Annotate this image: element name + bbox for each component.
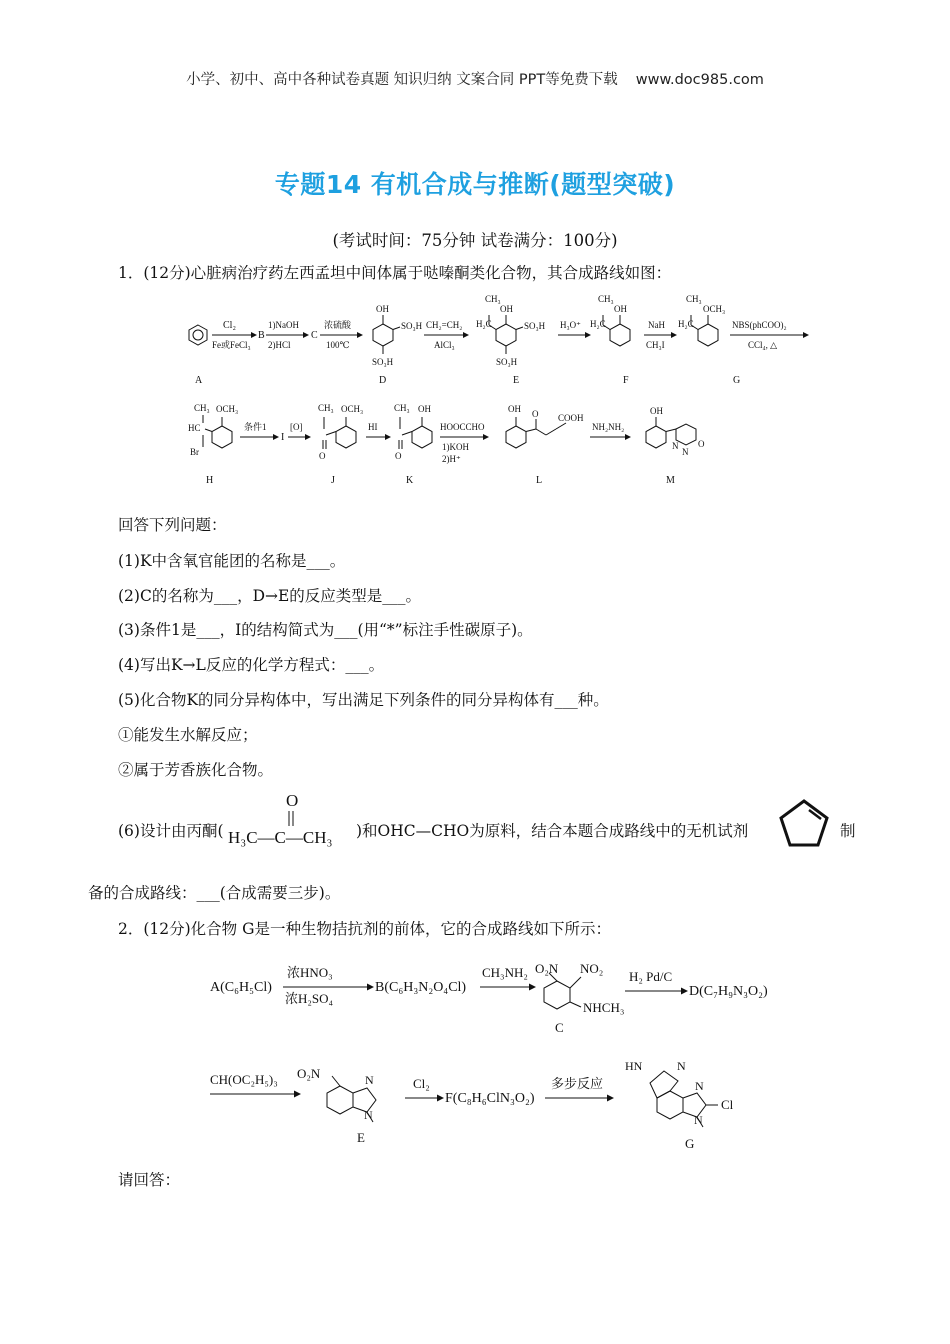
svg-text:OCH₃: OCH₃ — [341, 404, 364, 414]
q1-item-3: (3)条件1是___，I的结构简式为___(用“*”标注手性碳原子)。 — [118, 621, 533, 639]
svg-text:CH₃I: CH₃I — [646, 340, 665, 350]
svg-text:D(C₇H₉N₃O₂): D(C₇H₉N₃O₂) — [689, 984, 768, 999]
svg-text:条件1: 条件1 — [244, 422, 267, 432]
svg-text:M: M — [666, 475, 675, 486]
svg-text:多步反应: 多步反应 — [551, 1076, 604, 1091]
svg-text:HC: HC — [188, 423, 201, 433]
svg-text:E: E — [513, 375, 520, 386]
svg-text:OH: OH — [650, 406, 663, 416]
svg-text:OH: OH — [508, 404, 521, 414]
svg-text:2)H⁺: 2)H⁺ — [442, 454, 461, 464]
svg-text:CH₂=CH₂: CH₂=CH₂ — [426, 320, 463, 330]
svg-text:HN: HN — [625, 1059, 643, 1073]
svg-text:AlCl₃: AlCl₃ — [434, 340, 455, 350]
svg-text:N: N — [694, 1113, 703, 1127]
q1-item-6d: 备的合成路线：___(合成需要三步)。 — [88, 884, 341, 902]
svg-text:COOH: COOH — [558, 413, 584, 423]
svg-text:D: D — [379, 375, 387, 386]
svg-text:CH(OC₂H₅)₃: CH(OC₂H₅)₃ — [210, 1072, 278, 1087]
svg-text:CH₃: CH₃ — [318, 403, 334, 413]
compound-M — [646, 417, 696, 448]
svg-text:OCH₃: OCH₃ — [216, 404, 239, 414]
svg-text:H₂C: H₂C — [678, 319, 694, 329]
compound-D — [373, 315, 400, 354]
svg-text:OH: OH — [376, 304, 389, 314]
svg-text:OH: OH — [614, 304, 627, 314]
q1-scheme-row2 — [178, 397, 738, 489]
svg-text:O₂N: O₂N — [297, 1066, 321, 1081]
q1-item-6c: 制 — [840, 822, 856, 840]
q1-stem: 1．(12分)心脏病治疗药左西孟坦中间体属于哒嗪酮类化合物，其合成路线如图： — [118, 264, 672, 282]
q1-item-5: (5)化合物K的同分异构体中，写出满足下列条件的同分异构体有___种。 — [118, 691, 609, 709]
svg-text:N: N — [365, 1073, 374, 1087]
svg-text:NH₂NH₂: NH₂NH₂ — [592, 422, 625, 432]
svg-text:OH: OH — [418, 404, 431, 414]
svg-text:NO₂: NO₂ — [580, 961, 604, 976]
svg-text:O: O — [698, 439, 705, 449]
svg-text:[O]: [O] — [290, 422, 303, 432]
q1-item-4: (4)写出K→L反应的化学方程式：___。 — [118, 656, 385, 674]
svg-text:J: J — [331, 475, 335, 486]
svg-text:E: E — [357, 1130, 365, 1145]
svg-text:CH₃: CH₃ — [598, 294, 614, 304]
svg-text:H: H — [206, 475, 214, 486]
svg-text:浓硫酸: 浓硫酸 — [324, 320, 352, 330]
svg-text:G: G — [733, 375, 741, 386]
svg-text:H₃O⁺: H₃O⁺ — [560, 320, 581, 330]
svg-text:C: C — [311, 330, 318, 341]
svg-text:A(C₆H₅Cl): A(C₆H₅Cl) — [210, 980, 272, 995]
svg-text:CH₃NH₂: CH₃NH₂ — [482, 965, 528, 980]
svg-text:N: N — [677, 1059, 686, 1073]
q1-intro: 回答下列问题： — [118, 516, 227, 534]
svg-text:N: N — [672, 441, 679, 451]
compound-E — [489, 315, 523, 354]
svg-text:F(C₈H₆ClN₃O₂): F(C₈H₆ClN₃O₂) — [445, 1091, 535, 1106]
q2-stem: 2．(12分)化合物 G是一种生物拮抗剂的前体，它的合成路线如下所示： — [118, 920, 611, 938]
svg-text:NaH: NaH — [648, 320, 665, 330]
svg-text:L: L — [536, 475, 543, 486]
compound-q2-G — [650, 1071, 718, 1127]
svg-text:N: N — [364, 1108, 373, 1122]
svg-text:SO₃H: SO₃H — [524, 321, 546, 331]
q2-prompt: 请回答： — [118, 1171, 181, 1189]
svg-text:G: G — [685, 1136, 695, 1150]
svg-text:Cl₂: Cl₂ — [223, 320, 236, 331]
svg-text:OH: OH — [500, 304, 513, 314]
svg-text:O₂N: O₂N — [535, 961, 559, 976]
svg-text:浓H₂SO₄: 浓H₂SO₄ — [285, 991, 334, 1006]
svg-text:Cl₂: Cl₂ — [413, 1076, 430, 1091]
compound-L — [506, 417, 566, 448]
svg-text:NHCH₃: NHCH₃ — [583, 1000, 625, 1015]
svg-text:H₂ Pd/C: H₂ Pd/C — [629, 969, 673, 984]
page-subtitle: (考试时间：75分钟 试卷满分：100分) — [332, 231, 618, 250]
svg-text:HI: HI — [368, 422, 378, 432]
svg-text:CH₃: CH₃ — [485, 294, 501, 304]
page-header — [0, 68, 950, 89]
compound-J — [323, 417, 356, 449]
svg-text:H₂C: H₂C — [476, 319, 492, 329]
svg-text:O: O — [319, 451, 326, 461]
svg-text:F: F — [623, 375, 629, 386]
svg-text:Fe或FeCl₃: Fe或FeCl₃ — [212, 340, 251, 350]
q1-cond-2: ②属于芳香族化合物。 — [118, 761, 274, 779]
svg-text:I: I — [281, 432, 285, 443]
svg-text:浓HNO₃: 浓HNO₃ — [287, 965, 333, 980]
header-text: 小学、初中、高中各种试卷真题 知识归纳 文案合同 PPT等免费下载 — [186, 72, 618, 88]
svg-text:OCH₃: OCH₃ — [703, 304, 726, 314]
svg-text:Br: Br — [190, 447, 199, 457]
svg-text:SO₃H: SO₃H — [401, 321, 423, 331]
q1-item-6b: )和OHC—CHO为原料，结合本题合成路线中的无机试剂 — [356, 822, 749, 840]
svg-text:1)KOH: 1)KOH — [442, 442, 469, 452]
svg-text:N: N — [682, 447, 689, 457]
svg-text:N: N — [695, 1079, 704, 1093]
compound-G — [691, 315, 718, 346]
q1-item-6a: (6)设计由丙酮( — [118, 822, 224, 840]
svg-text:100℃: 100℃ — [326, 340, 350, 350]
svg-text:C: C — [555, 1020, 564, 1035]
svg-text:K: K — [406, 475, 414, 486]
compound-F — [603, 315, 630, 346]
svg-text:Cl: Cl — [721, 1097, 734, 1112]
svg-text:HOOCCHO: HOOCCHO — [440, 422, 485, 432]
svg-text:H₂C: H₂C — [590, 319, 606, 329]
compound-H — [203, 415, 232, 448]
svg-text:CCl₄, △: CCl₄, △ — [748, 340, 778, 350]
svg-text:SO₃H: SO₃H — [496, 357, 518, 367]
q1-scheme-row1 — [168, 290, 818, 390]
q2-scheme-row1 — [205, 955, 795, 1045]
svg-text:CH₃: CH₃ — [394, 403, 410, 413]
compound-A — [189, 325, 207, 345]
svg-text:1)NaOH: 1)NaOH — [268, 320, 299, 330]
svg-text:CH₃: CH₃ — [194, 403, 210, 413]
q1-item-1: (1)K中含氧官能团的名称是___。 — [118, 552, 346, 570]
q1-item-2: (2)C的名称为___，D→E的反应类型是___。 — [118, 587, 422, 605]
svg-text:SO₃H: SO₃H — [372, 357, 394, 367]
svg-text:B(C₆H₃N₂O₄Cl): B(C₆H₃N₂O₄Cl) — [375, 980, 467, 995]
compound-K — [399, 417, 432, 449]
svg-text:O: O — [532, 409, 539, 419]
page-title: 专题14 有机合成与推断(题型突破) — [274, 170, 676, 199]
svg-text:O: O — [395, 451, 402, 461]
q2-scheme-row2 — [205, 1050, 765, 1150]
svg-text:2)HCl: 2)HCl — [268, 340, 291, 350]
svg-text:NBS(phCOO)₂: NBS(phCOO)₂ — [732, 320, 787, 330]
svg-text:H₃C—C—CH₃: H₃C—C—CH₃ — [228, 828, 333, 847]
svg-text:B: B — [258, 330, 265, 341]
q1-cond-1: ①能发生水解反应； — [118, 726, 258, 744]
acetone-structure — [226, 786, 356, 852]
svg-text:A: A — [195, 375, 203, 386]
svg-text:O: O — [286, 791, 299, 810]
cyclopentene-structure — [776, 795, 832, 851]
svg-text:CH₃: CH₃ — [686, 294, 702, 304]
compound-q2-C — [544, 973, 581, 1009]
header-url[interactable]: www.doc985.com — [635, 72, 764, 88]
